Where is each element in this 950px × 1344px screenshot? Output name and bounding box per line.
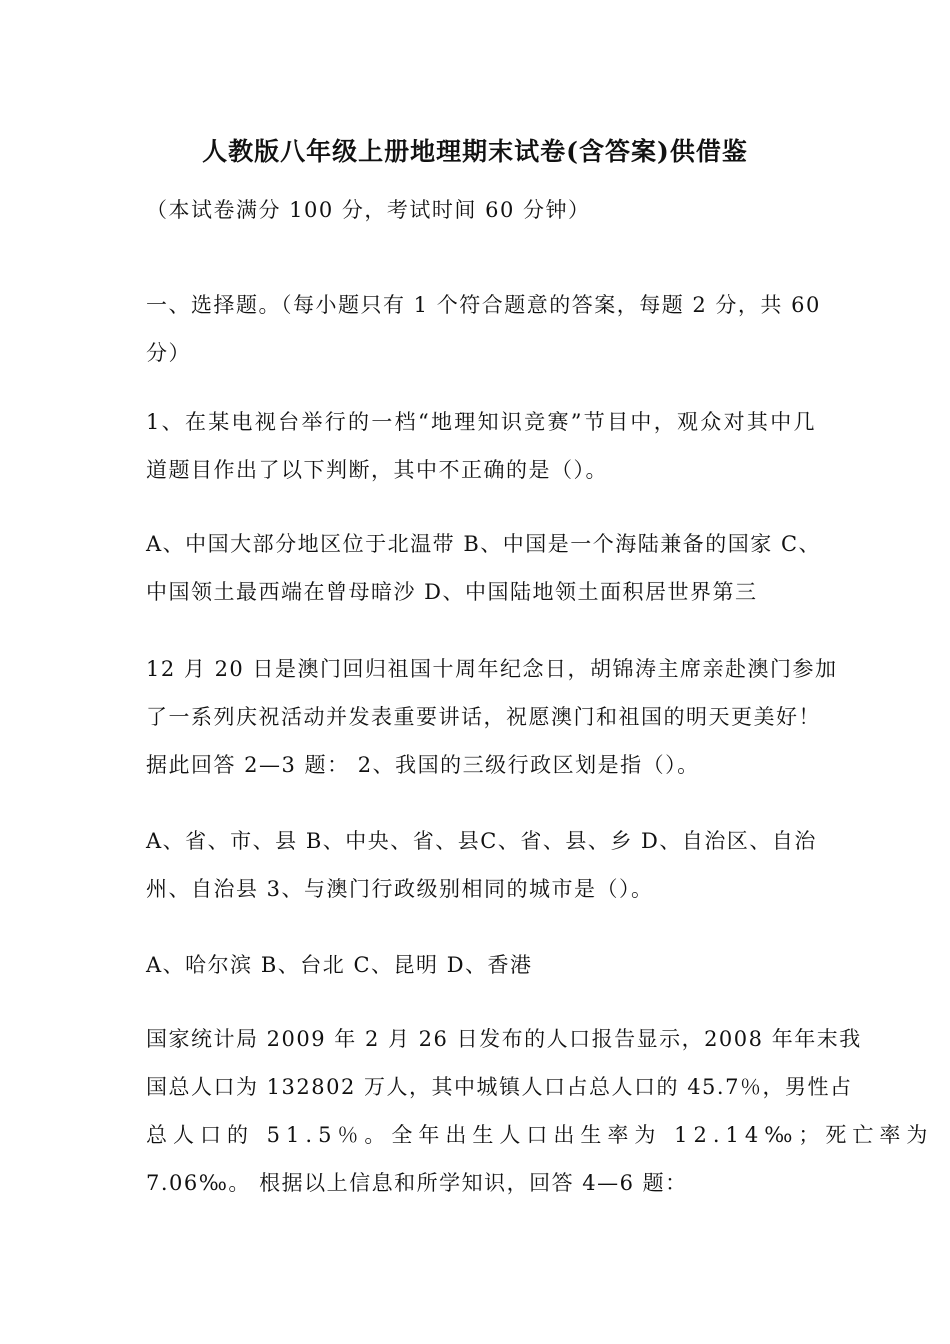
passage-line: 总人口的 51.5％。全年出生人口出生率为 12.14‰；死亡率为 bbox=[146, 1123, 934, 1147]
passage-line: 12 月 20 日是澳门回归祖国十周年纪念日，胡锦涛主席亲赴澳门参加 bbox=[146, 657, 838, 681]
option-line: A、省、市、县 B、中央、省、县C、省、县、乡 D、自治区、自治 bbox=[146, 829, 817, 853]
document-title: 人教版八年级上册地理期末试卷(含答案)供借鉴 bbox=[202, 137, 748, 166]
option-line: A、中国大部分地区位于北温带 B、中国是一个海陆兼备的国家 C、 bbox=[146, 532, 822, 556]
section-heading-line: 一、选择题。（每小题只有 1 个符合题意的答案，每题 2 分，共 60 bbox=[146, 293, 821, 317]
question-line: 1、在某电视台举行的一档“地理知识竞赛”节目中，观众对其中几 bbox=[146, 410, 816, 434]
passage-line: 7.06‰。 根据以上信息和所学知识，回答 4—6 题： bbox=[146, 1171, 688, 1195]
question-3-options bbox=[146, 941, 816, 989]
macau-passage bbox=[146, 645, 838, 789]
question-2-options bbox=[146, 817, 816, 913]
option-line: 州、自治县 3、与澳门行政级别相同的城市是（）。 bbox=[146, 877, 654, 901]
passage-line: 据此回答 2—3 题： 2、我国的三级行政区划是指（）。 bbox=[146, 753, 700, 777]
exam-instructions-line: （本试卷满分 100 分，考试时间 60 分钟） bbox=[146, 198, 591, 222]
option-line: A、哈尔滨 B、台北 C、昆明 D、香港 bbox=[146, 953, 533, 977]
section-heading-choice bbox=[146, 281, 821, 377]
exam-instructions bbox=[146, 186, 816, 234]
question-1-stem bbox=[146, 398, 816, 494]
passage-line: 国家统计局 2009 年 2 月 26 日发布的人口报告显示，2008 年年末我 bbox=[146, 1027, 862, 1051]
passage-line: 国总人口为 132802 万人，其中城镇人口占总人口的 45.7％，男性占 bbox=[146, 1075, 853, 1099]
population-passage bbox=[146, 1015, 934, 1207]
passage-line: 了一系列庆祝活动并发表重要讲话，祝愿澳门和祖国的明天更美好！ bbox=[146, 705, 821, 729]
option-line: 中国领土最西端在曾母暗沙 D、中国陆地领土面积居世界第三 bbox=[146, 580, 758, 604]
question-line: 道题目作出了以下判断，其中不正确的是（）。 bbox=[146, 458, 608, 482]
section-heading-line: 分） bbox=[146, 341, 191, 365]
question-1-options bbox=[146, 520, 822, 616]
